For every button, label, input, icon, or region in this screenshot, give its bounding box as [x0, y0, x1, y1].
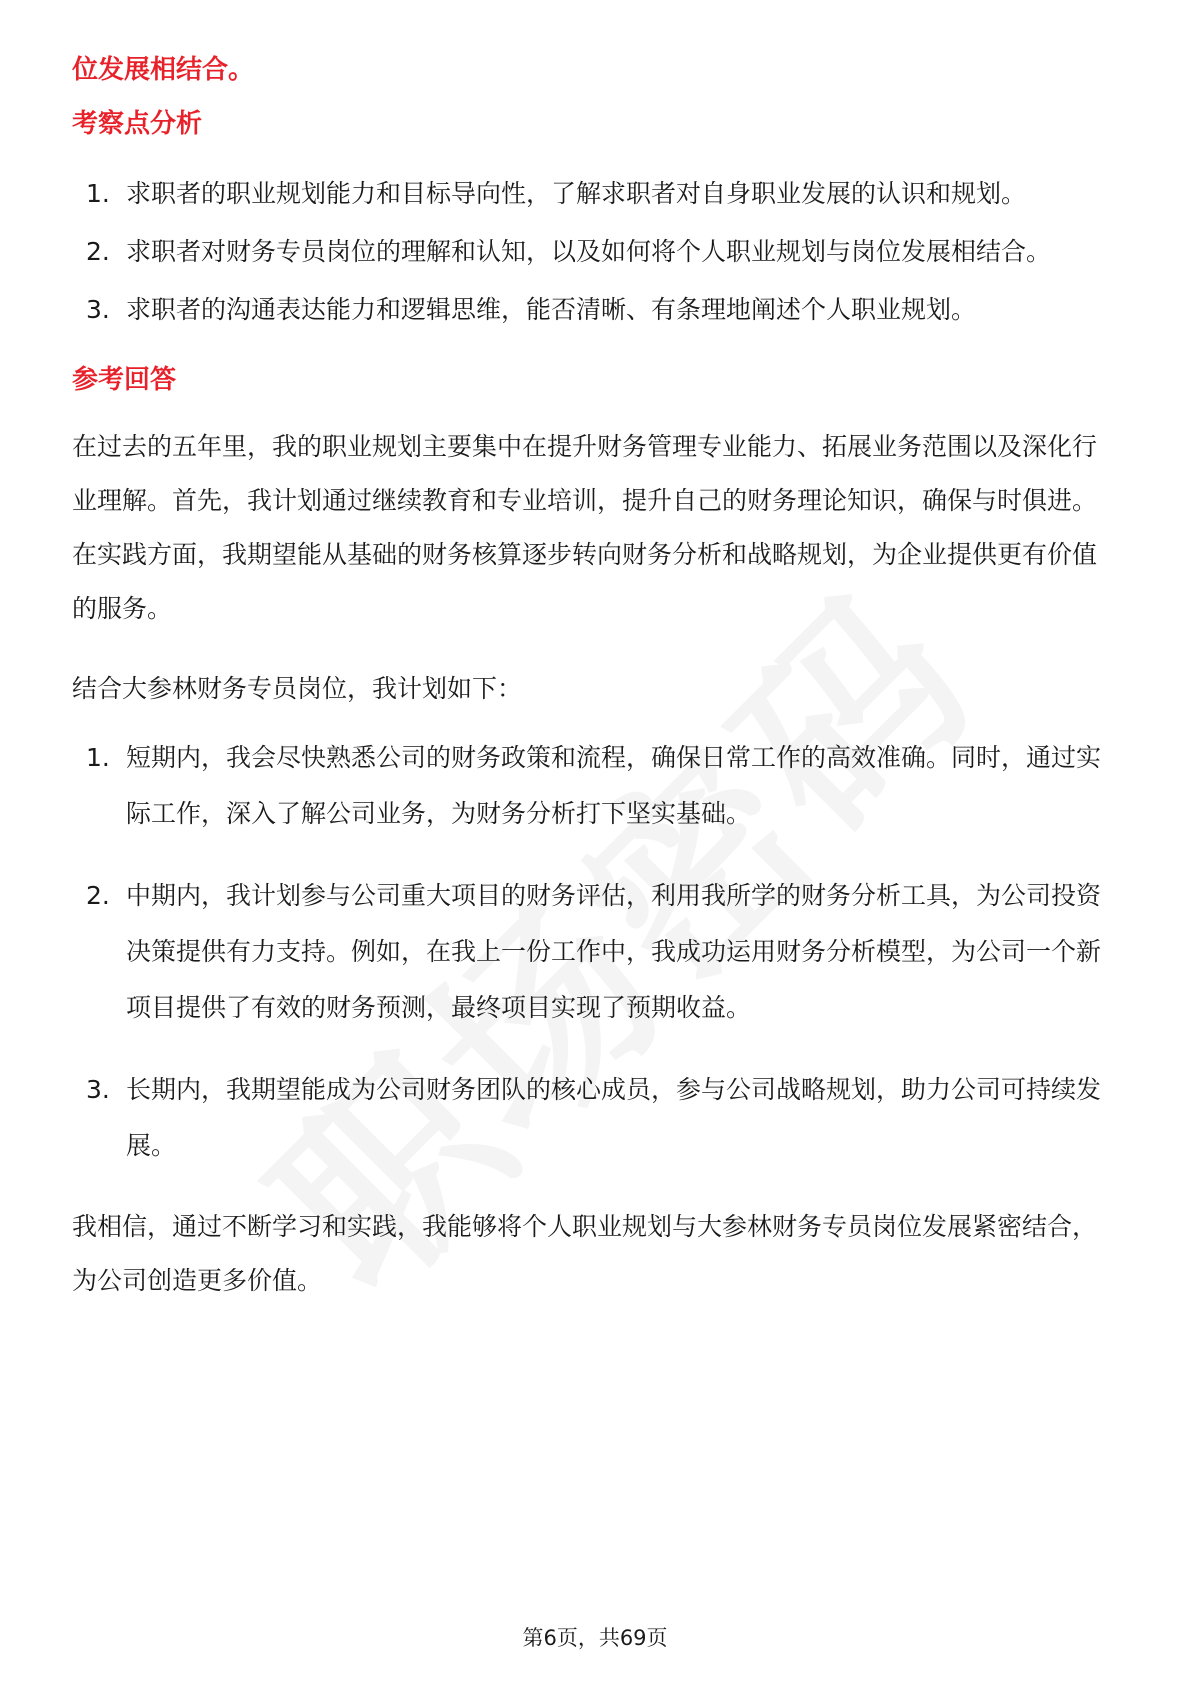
- answer-closing: 我相信，通过不断学习和实践，我能够将个人职业规划与大参林财务专员岗位发展紧密结合，为公司创造更多价值。: [72, 1212, 1098, 1295]
- list-item: [72, 224, 1118, 280]
- list-text: 求职者对财务专员岗位的理解和认知，以及如何将个人职业规划与岗位发展相结合。: [126, 237, 1052, 266]
- page-footer: 第6页，共69页: [522, 1626, 668, 1650]
- list-text: 中期内，我计划参与公司重大项目的财务评估，利用我所学的财务分析工具，为公司投资决策提供有力支持。例如，在我上一份工作中，我成功运用财务分析模型，为公司一个新项目提供了有效的财务预测，最终项目实现了预期收益。: [126, 881, 1102, 1022]
- list-number: 1.: [86, 179, 110, 208]
- list-text: 长期内，我期望能成为公司财务团队的核心成员，参与公司战略规划，助力公司可持续发展。: [126, 1075, 1102, 1160]
- list-number: 2.: [86, 237, 110, 266]
- list-number: 1.: [86, 743, 110, 772]
- list-item: [72, 868, 1118, 1036]
- analysis-list: [72, 166, 1118, 338]
- plan-list: [72, 730, 1118, 1174]
- list-item: [72, 1062, 1118, 1174]
- answer-lead: 结合大参林财务专员岗位，我计划如下：: [72, 674, 523, 703]
- answer-intro: 在过去的五年里，我的职业规划主要集中在提升财务管理专业能力、拓展业务范围以及深化行业理解。首先，我计划通过继续教育和专业培训，提升自己的财务理论知识，确保与时俱进。在实践方面，我期望能从基础的财务核算逐步转向财务分析和战略规划，为企业提供更有价值的服务。: [72, 432, 1098, 623]
- list-number: 3.: [86, 295, 110, 324]
- section-title-analysis: 考察点分析: [72, 109, 203, 139]
- continuation-text: 位发展相结合。: [72, 55, 255, 85]
- list-item: [72, 166, 1118, 222]
- list-text: 短期内，我会尽快熟悉公司的财务政策和流程，确保日常工作的高效准确。同时，通过实际工作，深入了解公司业务，为财务分析打下坚实基础。: [126, 743, 1102, 828]
- list-item: [72, 730, 1118, 842]
- list-text: 求职者的沟通表达能力和逻辑思维，能否清晰、有条理地阐述个人职业规划。: [126, 295, 977, 324]
- list-item: [72, 282, 1118, 338]
- list-number: 3.: [86, 1075, 110, 1104]
- section-title-answer: 参考回答: [72, 365, 177, 395]
- list-number: 2.: [86, 881, 110, 910]
- document-page: [72, 48, 1118, 1308]
- list-text: 求职者的职业规划能力和目标导向性，了解求职者对自身职业发展的认识和规划。: [126, 179, 1027, 208]
